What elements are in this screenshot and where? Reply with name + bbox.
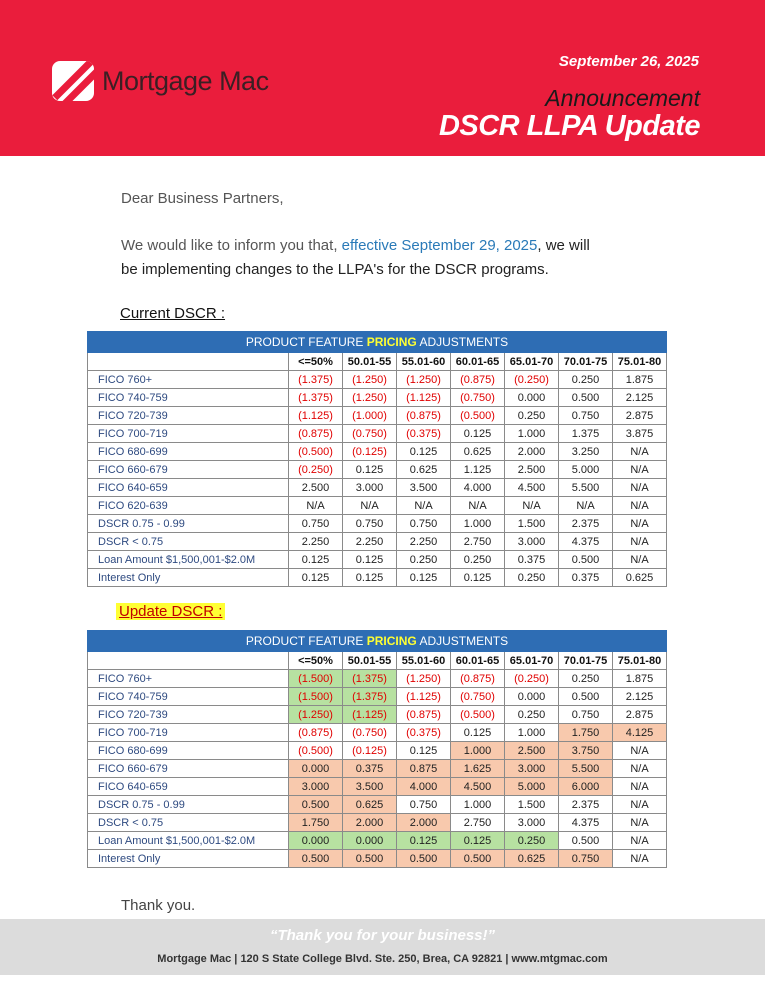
table-cell: (1.125) [397,688,451,706]
table-cell: (0.750) [343,724,397,742]
column-header: 65.01-70 [505,652,559,670]
table-cell: (0.250) [289,461,343,479]
table-cell: 2.000 [343,814,397,832]
effective-date: effective September 29, 2025 [341,237,538,254]
table-cell: 0.500 [559,551,613,569]
table-row [88,461,667,479]
table-cell: 0.125 [451,569,505,587]
column-header: 70.01-75 [559,353,613,371]
table-cell: 4.000 [451,479,505,497]
table-title-highlight: PRICING [366,634,417,648]
table-cell: 5.500 [559,479,613,497]
table-cell: 0.750 [559,850,613,868]
table-row [88,407,667,425]
table-cell: N/A [451,497,505,515]
column-header: 60.01-65 [451,652,505,670]
table-cell: 0.125 [451,724,505,742]
table-cell: 2.500 [505,742,559,760]
table-cell: N/A [613,850,667,868]
table-cell: 0.000 [505,688,559,706]
table-cell: 2.375 [559,796,613,814]
row-label: FICO 760+ [88,371,289,389]
table-row [88,533,667,551]
table-cell: 1.875 [613,670,667,688]
table-cell: N/A [559,497,613,515]
table-cell: 0.125 [289,569,343,587]
table-cell: 0.500 [343,850,397,868]
table-cell: 0.375 [343,760,397,778]
table-cell: 0.250 [505,407,559,425]
table-title-text: ADJUSTMENTS [416,335,509,349]
table-cell: (1.125) [289,407,343,425]
table-row [88,688,667,706]
table-cell: 3.000 [289,778,343,796]
table-cell: 0.750 [397,796,451,814]
table-cell: N/A [613,515,667,533]
update-dscr-label: Update DSCR : [116,603,225,620]
table-cell: 2.500 [289,479,343,497]
table-cell: (1.375) [343,670,397,688]
row-label: DSCR 0.75 - 0.99 [88,796,289,814]
table-row [88,551,667,569]
table-cell: 0.250 [505,569,559,587]
table-cell: N/A [613,760,667,778]
table-cell: N/A [613,443,667,461]
table-cell: 0.625 [451,443,505,461]
table-cell: 4.125 [613,724,667,742]
table-cell: 0.375 [559,569,613,587]
table-title-text: PRODUCT FEATURE [245,335,367,349]
brand-name: Mortgage Mac [102,65,269,96]
closing-text: Thank you. [121,897,196,914]
row-label: FICO 720-739 [88,407,289,425]
table-cell: N/A [397,497,451,515]
table-cell: (1.500) [289,670,343,688]
table-cell: (0.500) [451,706,505,724]
table-cell: 0.625 [343,796,397,814]
table-cell: (0.875) [397,407,451,425]
table-cell: 0.625 [397,461,451,479]
table-cell: 0.500 [451,850,505,868]
table-cell: 1.750 [559,724,613,742]
table-cell: 2.000 [397,814,451,832]
table-cell: 5.000 [505,778,559,796]
table-cell: 0.500 [289,796,343,814]
table-cell: 1.000 [451,742,505,760]
table-cell: N/A [613,497,667,515]
table-cell: 0.000 [289,832,343,850]
row-label: Loan Amount $1,500,001-$2.0M [88,551,289,569]
table-row [88,670,667,688]
table-cell: N/A [613,461,667,479]
table-cell: 0.750 [559,706,613,724]
row-label: FICO 660-679 [88,461,289,479]
table-cell: 0.500 [397,850,451,868]
table-cell: N/A [613,533,667,551]
table-cell: 0.125 [343,461,397,479]
table-cell: 3.000 [343,479,397,497]
table-cell: 1.750 [289,814,343,832]
table-cell: 0.500 [559,389,613,407]
table-cell: 3.500 [397,479,451,497]
column-header: 75.01-80 [613,353,667,371]
table-cell: 2.000 [505,443,559,461]
table-cell: 3.500 [343,778,397,796]
table-cell: N/A [343,497,397,515]
table-cell: N/A [613,814,667,832]
intro-text-1: We would like to inform you that, [121,237,342,254]
table-cell: 0.250 [397,551,451,569]
row-label: DSCR < 0.75 [88,814,289,832]
row-label: Loan Amount $1,500,001-$2.0M [88,832,289,850]
table-cell: 0.125 [397,742,451,760]
table-cell: (1.375) [289,371,343,389]
table-cell: 0.750 [397,515,451,533]
table-cell: 5.500 [559,760,613,778]
column-header-empty [88,652,289,670]
row-label: DSCR 0.75 - 0.99 [88,515,289,533]
table-cell: 2.125 [613,389,667,407]
table-row [88,706,667,724]
table-cell: (1.250) [397,371,451,389]
row-label: Interest Only [88,850,289,868]
table-cell: (1.250) [343,389,397,407]
table-cell: (0.875) [397,706,451,724]
table-cell: 3.000 [505,760,559,778]
table-title-row [88,631,667,652]
table-cell: (1.250) [397,670,451,688]
table-row [88,760,667,778]
row-label: FICO 740-759 [88,389,289,407]
table-cell: (1.500) [289,688,343,706]
column-header: 50.01-55 [343,652,397,670]
table-cell: 1.875 [613,371,667,389]
table-cell: N/A [613,796,667,814]
table-row [88,832,667,850]
table-cell: N/A [505,497,559,515]
column-header-row [88,652,667,670]
table-cell: (1.375) [343,688,397,706]
table-cell: 0.000 [505,389,559,407]
table-cell: 1.000 [451,515,505,533]
table-cell: 0.500 [559,688,613,706]
table-row [88,569,667,587]
table-cell: (1.000) [343,407,397,425]
table-cell: 0.000 [343,832,397,850]
announcement-date: September 26, 2025 [558,53,699,70]
table-cell: 2.250 [397,533,451,551]
column-header: 55.01-60 [397,353,451,371]
table-cell: N/A [289,497,343,515]
table-cell: (0.250) [505,371,559,389]
row-label: FICO 700-719 [88,724,289,742]
table-title-highlight: PRICING [366,335,417,349]
column-header: 50.01-55 [343,353,397,371]
table-row [88,778,667,796]
row-label: FICO 640-659 [88,778,289,796]
table-cell: 0.375 [505,551,559,569]
row-label: FICO 620-639 [88,497,289,515]
table-cell: (0.500) [289,742,343,760]
footer-quote: “Thank you for your business!” [269,927,496,944]
table-title [88,332,667,353]
table-cell: 5.000 [559,461,613,479]
row-label: FICO 660-679 [88,760,289,778]
column-header-row [88,353,667,371]
table-cell: 0.125 [397,832,451,850]
header-banner [0,0,765,156]
table-cell: 0.750 [559,407,613,425]
table-cell: 2.750 [451,814,505,832]
row-label: DSCR < 0.75 [88,533,289,551]
table-cell: 1.000 [451,796,505,814]
table-cell: 2.750 [451,533,505,551]
table-cell: 0.125 [397,443,451,461]
table-cell: 2.875 [613,706,667,724]
table-cell: 3.000 [505,814,559,832]
table-cell: 2.375 [559,515,613,533]
table-cell: 0.250 [505,706,559,724]
table-cell: 4.000 [397,778,451,796]
table-cell: 1.000 [505,425,559,443]
table-cell: (1.250) [343,371,397,389]
row-label: FICO 700-719 [88,425,289,443]
table-cell: 3.000 [505,533,559,551]
table-row [88,371,667,389]
table-cell: 3.250 [559,443,613,461]
table-cell: N/A [613,832,667,850]
table-cell: (0.375) [397,724,451,742]
row-label: FICO 680-699 [88,742,289,760]
row-label: Interest Only [88,569,289,587]
table-row [88,479,667,497]
column-header: <=50% [289,652,343,670]
row-label: FICO 640-659 [88,479,289,497]
logo-mark-icon [52,61,94,101]
table-title-row [88,332,667,353]
intro-paragraph [121,234,681,282]
table-cell: (0.875) [289,724,343,742]
column-header-empty [88,353,289,371]
column-header: 75.01-80 [613,652,667,670]
column-header: 55.01-60 [397,652,451,670]
table-cell: 1.500 [505,796,559,814]
table-cell: (1.250) [289,706,343,724]
column-header: 70.01-75 [559,652,613,670]
table-cell: 0.500 [559,832,613,850]
table-cell: 0.750 [289,515,343,533]
table-row [88,742,667,760]
table-cell: (0.875) [451,670,505,688]
table-cell: (0.750) [343,425,397,443]
table-row [88,443,667,461]
column-header: 65.01-70 [505,353,559,371]
table-cell: 1.500 [505,515,559,533]
intro-text-3: be implementing changes to the LLPA's for the DSCR programs. [121,261,549,278]
table-row [88,814,667,832]
table-cell: 3.875 [613,425,667,443]
table-cell: 0.125 [343,551,397,569]
table-title-text: ADJUSTMENTS [416,634,509,648]
table-cell: 1.000 [505,724,559,742]
table-cell: (0.875) [289,425,343,443]
table-cell: (0.875) [451,371,505,389]
page-title: DSCR LLPA Update [438,110,700,142]
table-title [88,631,667,652]
table-cell: (0.500) [451,407,505,425]
row-label: FICO 760+ [88,670,289,688]
table-row [88,425,667,443]
table-cell: 0.625 [505,850,559,868]
table-cell: 0.125 [451,425,505,443]
footer [0,919,765,975]
table-cell: 0.125 [289,551,343,569]
table-row [88,515,667,533]
table-cell: 2.500 [505,461,559,479]
table-cell: 1.625 [451,760,505,778]
table-cell: 1.375 [559,425,613,443]
table-cell: 0.125 [451,832,505,850]
table-cell: (0.375) [397,425,451,443]
table-cell: 0.125 [343,569,397,587]
table-cell: 6.000 [559,778,613,796]
update-pricing-table [87,630,667,868]
table-cell: 0.250 [559,670,613,688]
table-cell: (0.125) [343,443,397,461]
row-label: FICO 720-739 [88,706,289,724]
table-cell: 2.250 [343,533,397,551]
current-pricing-table [87,331,667,587]
table-cell: 4.500 [451,778,505,796]
table-row [88,850,667,868]
table-cell: 3.750 [559,742,613,760]
table-cell: 0.500 [289,850,343,868]
table-row [88,389,667,407]
table-cell: 0.250 [559,371,613,389]
table-cell: 0.625 [613,569,667,587]
table-cell: (1.125) [343,706,397,724]
table-cell: 0.000 [289,760,343,778]
footer-address: Mortgage Mac | 120 S State College Blvd. Ste. 250, Brea, CA 92821 | www.mtgmac.com [157,953,608,965]
announcement-label: Announcement [545,85,700,111]
table-cell: (0.750) [451,688,505,706]
table-cell: (0.750) [451,389,505,407]
table-cell: 0.250 [451,551,505,569]
table-cell: N/A [613,479,667,497]
table-cell: 2.125 [613,688,667,706]
current-dscr-label: Current DSCR : [120,305,226,322]
brand-logo [52,61,269,101]
table-cell: N/A [613,551,667,569]
table-cell: 1.125 [451,461,505,479]
table-row [88,724,667,742]
table-cell: (0.500) [289,443,343,461]
column-header: <=50% [289,353,343,371]
table-title-text: PRODUCT FEATURE [245,634,367,648]
table-cell: 2.250 [289,533,343,551]
row-label: FICO 680-699 [88,443,289,461]
table-row [88,497,667,515]
table-cell: (1.375) [289,389,343,407]
column-header: 60.01-65 [451,353,505,371]
table-cell: N/A [613,742,667,760]
table-cell: 0.875 [397,760,451,778]
table-cell: 2.875 [613,407,667,425]
table-row [88,796,667,814]
table-cell: (1.125) [397,389,451,407]
intro-text-2: , we will [537,237,590,254]
table-cell: (0.125) [343,742,397,760]
table-cell: 4.500 [505,479,559,497]
table-cell: 0.250 [505,832,559,850]
table-cell: 4.375 [559,533,613,551]
table-cell: N/A [613,778,667,796]
salutation: Dear Business Partners, [121,190,284,207]
table-cell: 0.750 [343,515,397,533]
table-cell: 4.375 [559,814,613,832]
table-cell: 0.125 [397,569,451,587]
table-cell: (0.250) [505,670,559,688]
row-label: FICO 740-759 [88,688,289,706]
